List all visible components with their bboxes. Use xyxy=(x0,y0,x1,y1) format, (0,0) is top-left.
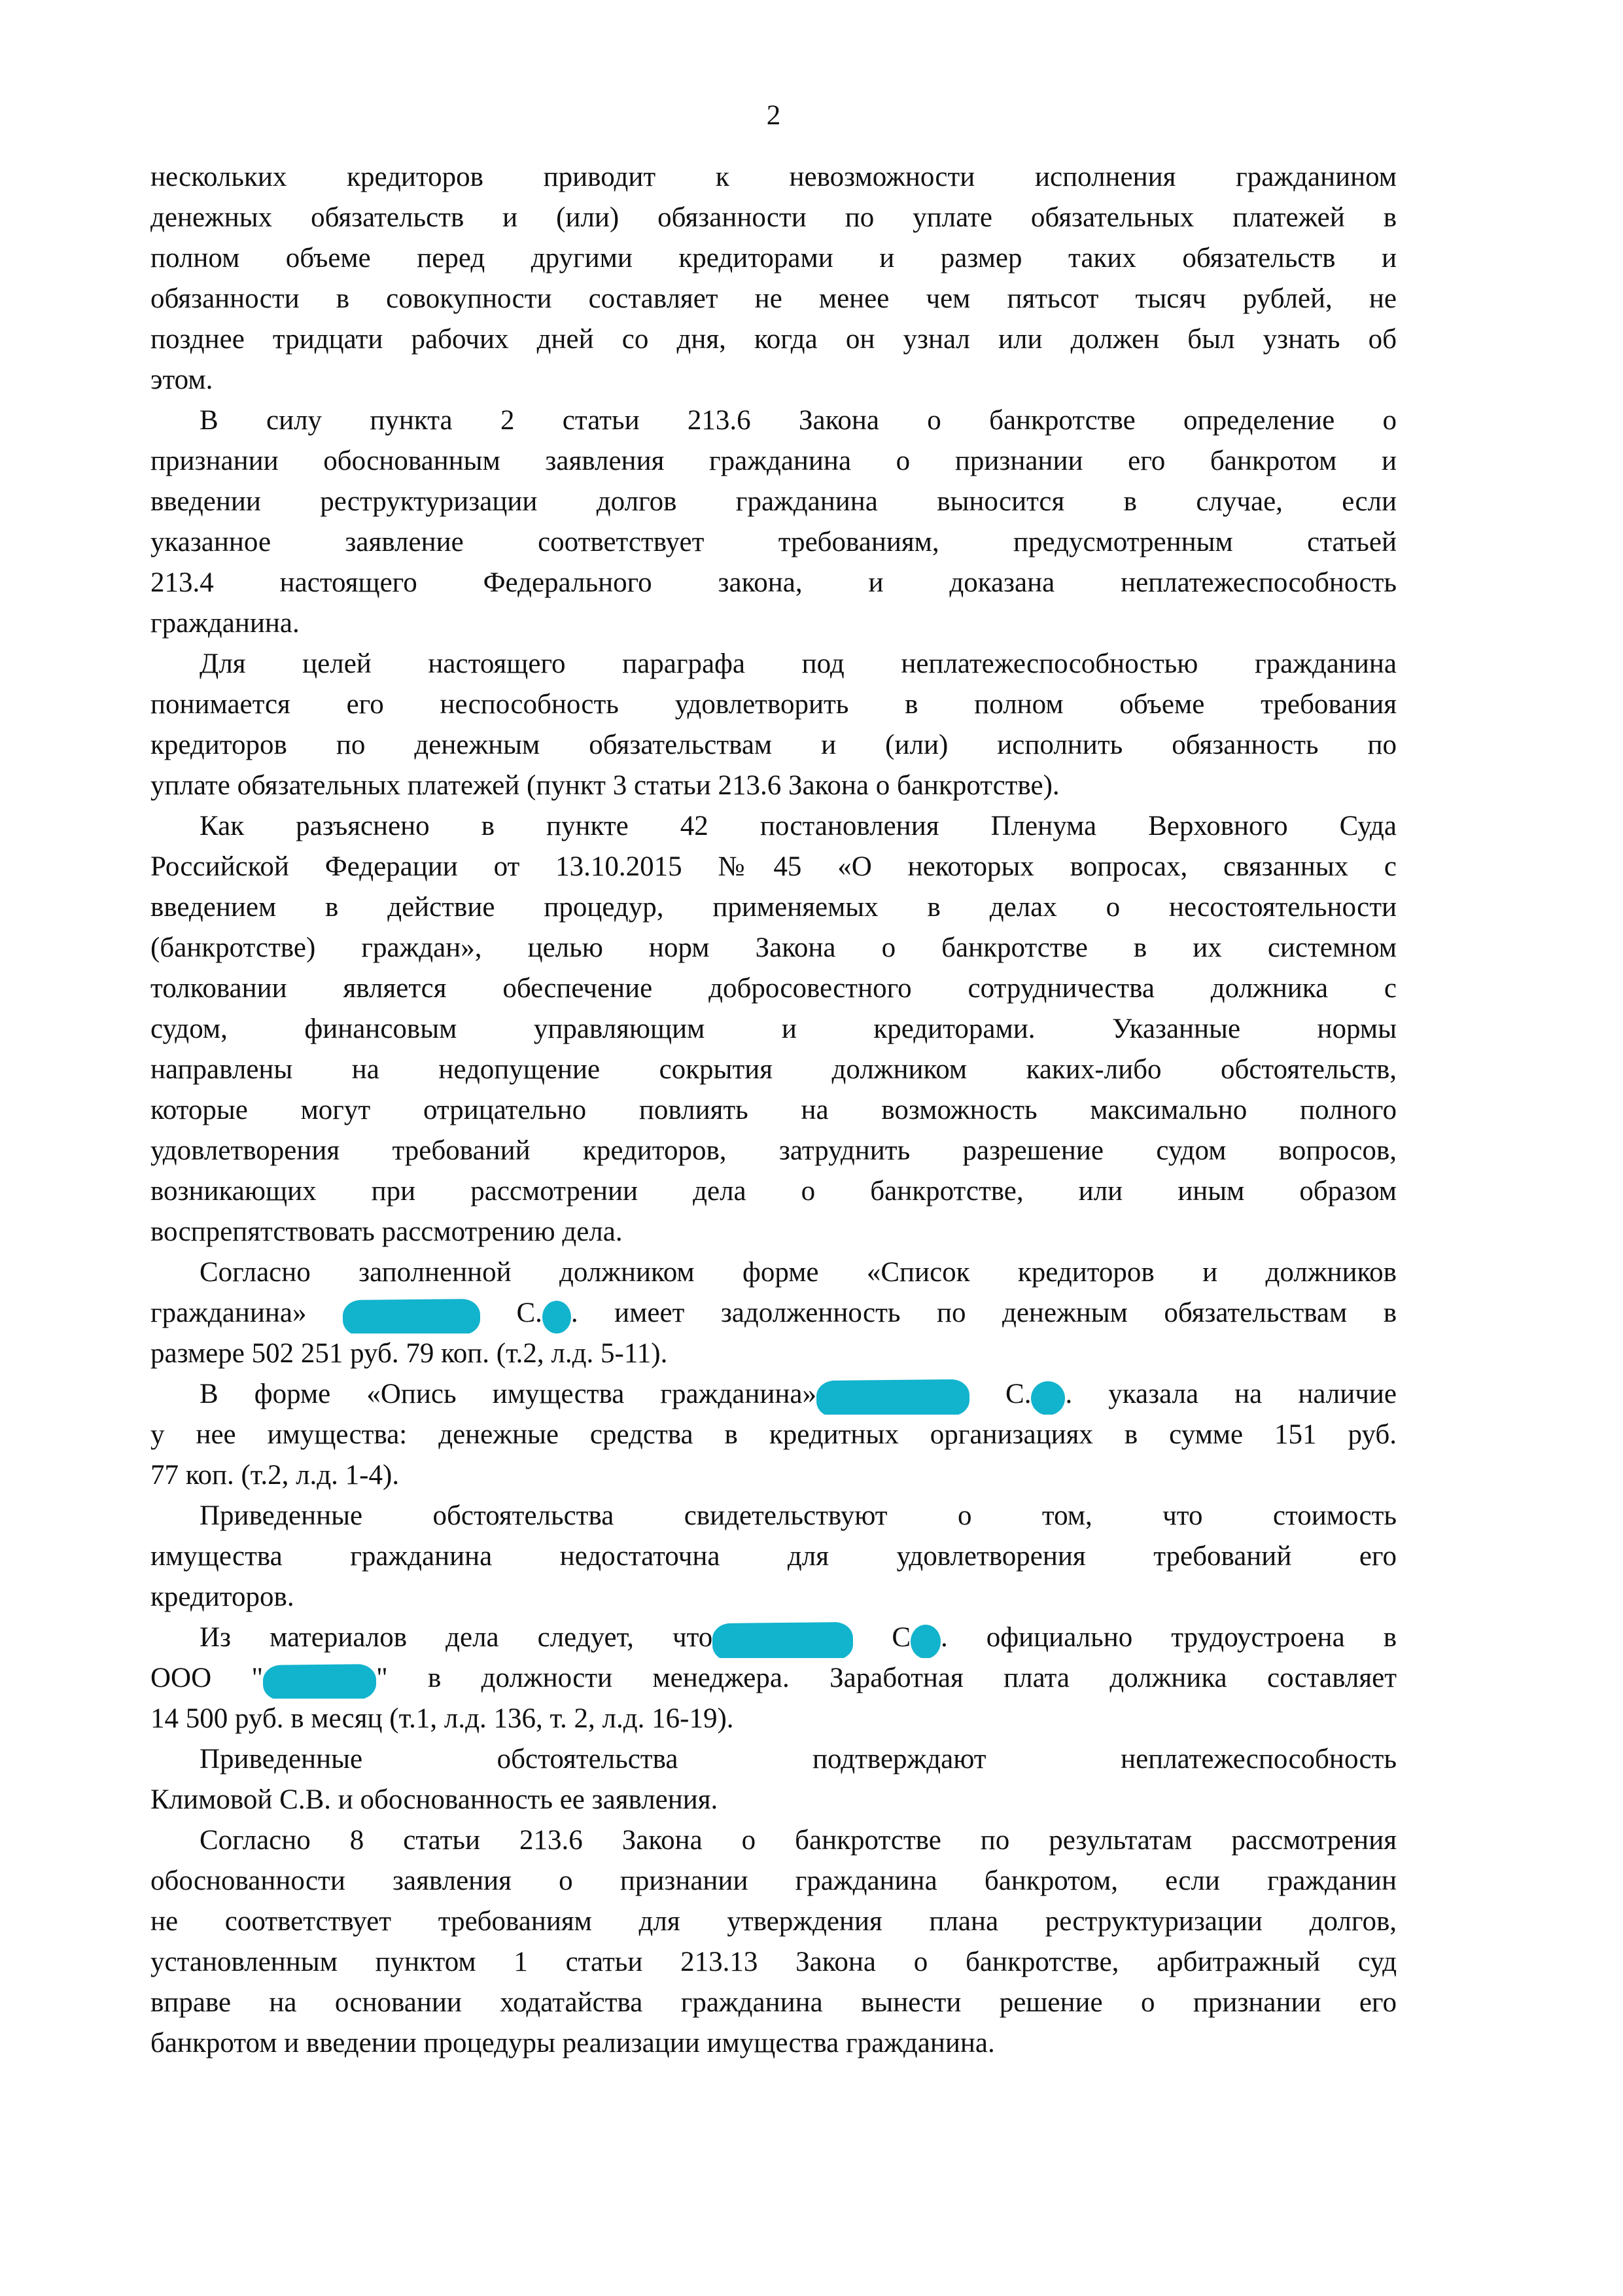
text-line: установленным пунктом 1 статьи 213.13 Закона о банкротстве, арбитражный суд xyxy=(150,1947,1397,1977)
text-line: Для целей настоящего параграфа под неплатежеспособностью гражданина xyxy=(200,648,1397,679)
text-line: полном объеме перед другими кредиторами и размер таких обязательств и xyxy=(150,243,1397,274)
text-line: Климовой С.В. и обоснованность ее заявления. xyxy=(150,1784,718,1815)
text-line: В силу пункта 2 статьи 213.6 Закона о банкротстве определение о xyxy=(200,405,1397,436)
text-line: 14 500 руб. в месяц (т.1, л.д. 136, т. 2, л.д. 16-19). xyxy=(150,1703,734,1734)
text-line: 77 коп. (т.2, л.д. 1-4). xyxy=(150,1460,400,1491)
text-line: Приведенные обстоятельства свидетельствуют о том, что стоимость xyxy=(200,1500,1397,1531)
paragraph xyxy=(150,157,1397,400)
text-line: судом, финансовым управляющим и кредиторами. Указанные нормы xyxy=(150,1014,1397,1044)
text-line: Приведенные обстоятельства подтверждают неплатежеспособность xyxy=(200,1744,1397,1775)
text-line: понимается его неспособность удовлетворить в полном объеме требования xyxy=(150,689,1397,720)
text-line: удовлетворения требований кредиторов, затруднить разрешение судом вопросов, xyxy=(150,1135,1397,1166)
text-line: (банкротстве) граждан», целью норм Закона о банкротстве в их системном xyxy=(150,932,1397,963)
document-text xyxy=(150,157,1397,2064)
text-line: не соответствует требованиям для утверждения плана реструктуризации долгов, xyxy=(150,1906,1397,1937)
text-line: этом. xyxy=(150,364,213,395)
text-line: признании обоснованным заявления гражданина о признании его банкротом и xyxy=(150,446,1397,476)
text-line: которые могут отрицательно повлиять на возможность максимально полного xyxy=(150,1095,1397,1125)
text-line: гражданина» С. . имеет задолженность по денежным обязательствам в xyxy=(150,1293,1397,1333)
text-line: банкротом и введении процедуры реализации имущества гражданина. xyxy=(150,2028,995,2058)
text-line: денежных обязательств и (или) обязанности по уплате обязательных платежей в xyxy=(150,202,1397,233)
text-line: гражданина. xyxy=(150,608,300,639)
text-line: введении реструктуризации долгов гражданина выносится в случае, если xyxy=(150,486,1397,517)
text-line: Согласно 8 статьи 213.6 Закона о банкротстве по результатам рассмотрения xyxy=(200,1825,1397,1856)
text-line: кредиторов по денежным обязательствам и (или) исполнить обязанность по xyxy=(150,730,1397,760)
text-line: ООО " " в должности менеджера. Заработная плата должника составляет xyxy=(150,1658,1397,1699)
text-line: размере 502 251 руб. 79 коп. (т.2, л.д. 5-11). xyxy=(150,1338,668,1369)
paragraph xyxy=(150,1739,1397,1820)
text-line: введением в действие процедур, применяемых в делах о несостоятельности xyxy=(150,892,1397,923)
text-line: воспрепятствовать рассмотрению дела. xyxy=(150,1216,623,1247)
redaction-marker xyxy=(542,1301,571,1333)
text-line: обоснованности заявления о признании гражданина банкротом, если гражданин xyxy=(150,1865,1397,1896)
text-line: Как разъяснено в пункте 42 постановления Пленума Верховного Суда xyxy=(200,811,1397,841)
text-line: возникающих при рассмотрении дела о банкротстве, или иным образом xyxy=(150,1176,1397,1207)
paragraph xyxy=(150,1252,1397,1374)
redaction-marker xyxy=(1031,1381,1065,1415)
text-line: Из материалов дела следует, что С . официально трудоустроена в xyxy=(150,1617,1397,1658)
redaction-marker xyxy=(343,1299,481,1333)
text-line: кредиторов. xyxy=(150,1581,294,1612)
redaction-marker xyxy=(712,1622,854,1658)
text-line: Согласно заполненной должником форме «Список кредиторов и должников xyxy=(200,1257,1397,1288)
redaction-marker xyxy=(911,1625,941,1658)
text-line: толковании является обеспечение добросовестного сотрудничества должника с xyxy=(150,973,1397,1004)
paragraph xyxy=(150,1617,1397,1739)
paragraph xyxy=(150,1374,1397,1496)
text-line: направлены на недопущение сокрытия должником каких-либо обстоятельств, xyxy=(150,1054,1397,1085)
paragraph xyxy=(150,806,1397,1252)
text-line: В форме «Опись имущества гражданина» С. . указала на наличие xyxy=(150,1374,1397,1415)
paragraph xyxy=(150,1820,1397,2064)
text-line: уплате обязательных платежей (пункт 3 статьи 213.6 Закона о банкротстве). xyxy=(150,770,1060,801)
text-line: нескольких кредиторов приводит к невозможности исполнения гражданином xyxy=(150,162,1397,192)
redaction-marker xyxy=(816,1379,970,1415)
text-line: имущества гражданина недостаточна для удовлетворения требований его xyxy=(150,1541,1397,1572)
paragraph xyxy=(150,644,1397,806)
text-line: указанное заявление соответствует требованиям, предусмотренным статьей xyxy=(150,527,1397,557)
text-line: у нее имущества: денежные средства в кредитных организациях в сумме 151 руб. xyxy=(150,1419,1397,1450)
text-line: позднее тридцати рабочих дней со дня, когда он узнал или должен был узнать об xyxy=(150,324,1397,355)
redaction-marker xyxy=(263,1664,377,1699)
text-line: обязанности в совокупности составляет не менее чем пятьсот тысяч рублей, не xyxy=(150,283,1397,314)
text-line: вправе на основании ходатайства гражданина вынести решение о признании его xyxy=(150,1987,1397,2018)
text-line: 213.4 настоящего Федерального закона, и доказана неплатежеспособность xyxy=(150,567,1397,598)
text-line: Российской Федерации от 13.10.2015 №45 «О некоторых вопросах, связанных с xyxy=(150,851,1397,882)
page-number: 2 xyxy=(766,100,781,131)
paragraph xyxy=(150,400,1397,644)
paragraph xyxy=(150,1496,1397,1617)
